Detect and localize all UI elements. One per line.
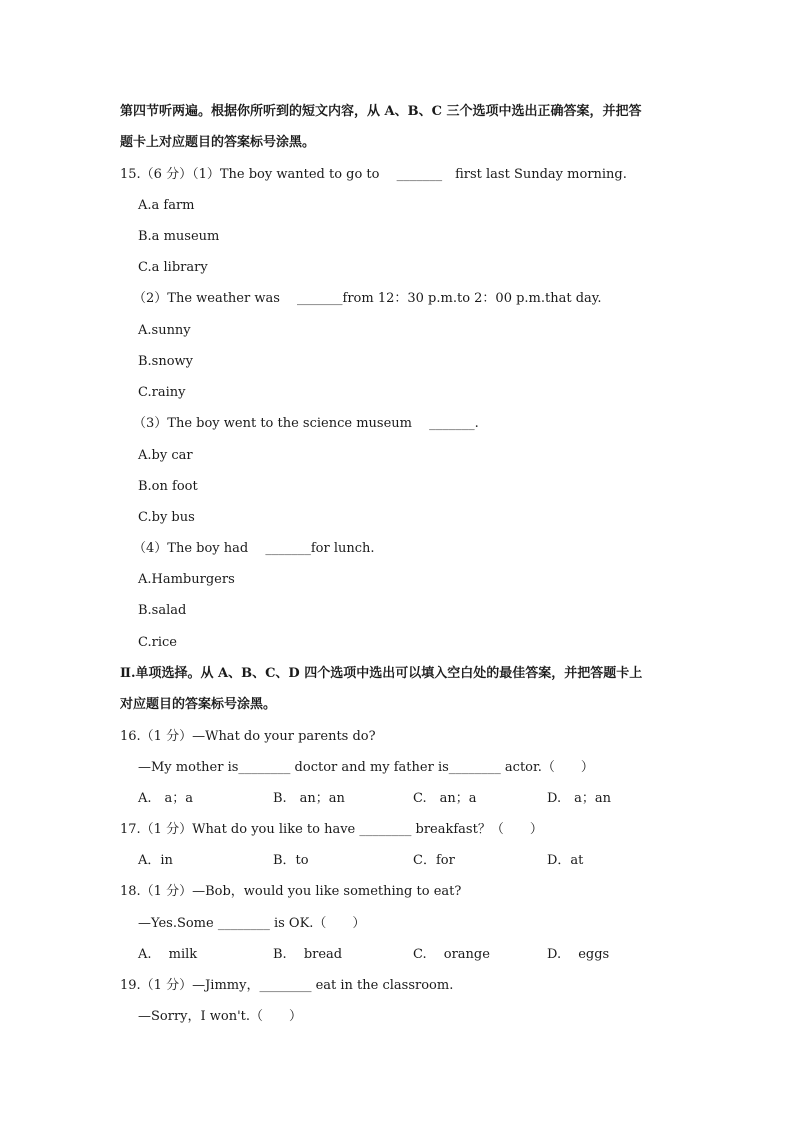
- q15-p4-option-c: C.rice: [138, 635, 177, 650]
- q18-options: [0, 947, 794, 963]
- q15-p3-option-b: B.on foot: [138, 479, 198, 494]
- q17-option-d: D．at: [547, 853, 584, 868]
- section4-instruction-line2: 题卡上对应题目的答案标号涂黑。: [120, 135, 316, 150]
- q15-p4-option-a: A.Hamburgers: [138, 572, 235, 587]
- q17-stem: 17.（1 分）What do you like to have ________ breakfast？（ ）: [120, 822, 543, 837]
- q15-p2-stem: （2）The weather was _______from 12：30 p.m.to 2：00 p.m.that day.: [133, 291, 602, 306]
- q15-p4-option-b: B.salad: [138, 603, 187, 618]
- q17-options: [0, 853, 794, 869]
- q15-p3-option-a: A.by car: [138, 448, 193, 463]
- q16-options: [0, 791, 794, 807]
- q15-p2-option-c: C.rainy: [138, 385, 186, 400]
- q18-option-c: C. orange: [413, 947, 490, 962]
- q18-stem: 18.（1 分）—Bob，would you like something to eat?: [120, 884, 462, 899]
- q18-option-d: D. eggs: [547, 947, 610, 962]
- q15-p3-option-c: C.by bus: [138, 510, 195, 525]
- q15-p1-option-a: A.a farm: [138, 198, 195, 213]
- q16-option-a: A. a；a: [138, 791, 194, 806]
- q16-line2: —My mother is________ doctor and my father is________ actor.（ ）: [138, 760, 594, 775]
- q17-option-c: C．for: [413, 853, 455, 868]
- q17-option-b: B．to: [273, 853, 309, 868]
- section2-instruction-line1: Ⅱ.单项选择。从 A、B、C、D 四个选项中选出可以填入空白处的最佳答案，并把答题卡上: [120, 666, 643, 681]
- q18-option-b: B. bread: [273, 947, 343, 962]
- section2-instruction-line2: 对应题目的答案标号涂黑。: [120, 697, 277, 712]
- q16-option-d: D. a；an: [547, 791, 611, 806]
- q15-p3-stem: （3）The boy went to the science museum _______.: [133, 416, 479, 431]
- q17-option-a: A．in: [138, 853, 173, 868]
- q16-option-b: B. an；an: [273, 791, 345, 806]
- q15-p2-option-a: A.sunny: [138, 323, 191, 338]
- q19-stem: 19.（1 分）—Jimmy，________ eat in the classroom.: [120, 978, 454, 993]
- q18-option-a: A. milk: [138, 947, 198, 962]
- q15-stem: 15.（6 分）（1）The boy wanted to go to _______ first last Sunday morning.: [120, 167, 627, 182]
- q18-line2: —Yes.Some ________ is OK.（ ）: [138, 916, 366, 931]
- q16-option-c: C. an；a: [413, 791, 477, 806]
- q15-p1-option-c: C.a library: [138, 260, 208, 275]
- q16-stem: 16.（1 分）—What do your parents do?: [120, 729, 376, 744]
- section4-instruction-line1: 第四节听两遍。根据你所听到的短文内容，从 A、B、C 三个选项中选出正确答案，并把答: [120, 104, 642, 119]
- q19-line2: —Sorry，I won't.（ ）: [138, 1009, 303, 1024]
- q15-p1-option-b: B.a museum: [138, 229, 220, 244]
- q15-p4-stem: （4）The boy had _______for lunch.: [133, 541, 375, 556]
- q15-p2-option-b: B.snowy: [138, 354, 194, 369]
